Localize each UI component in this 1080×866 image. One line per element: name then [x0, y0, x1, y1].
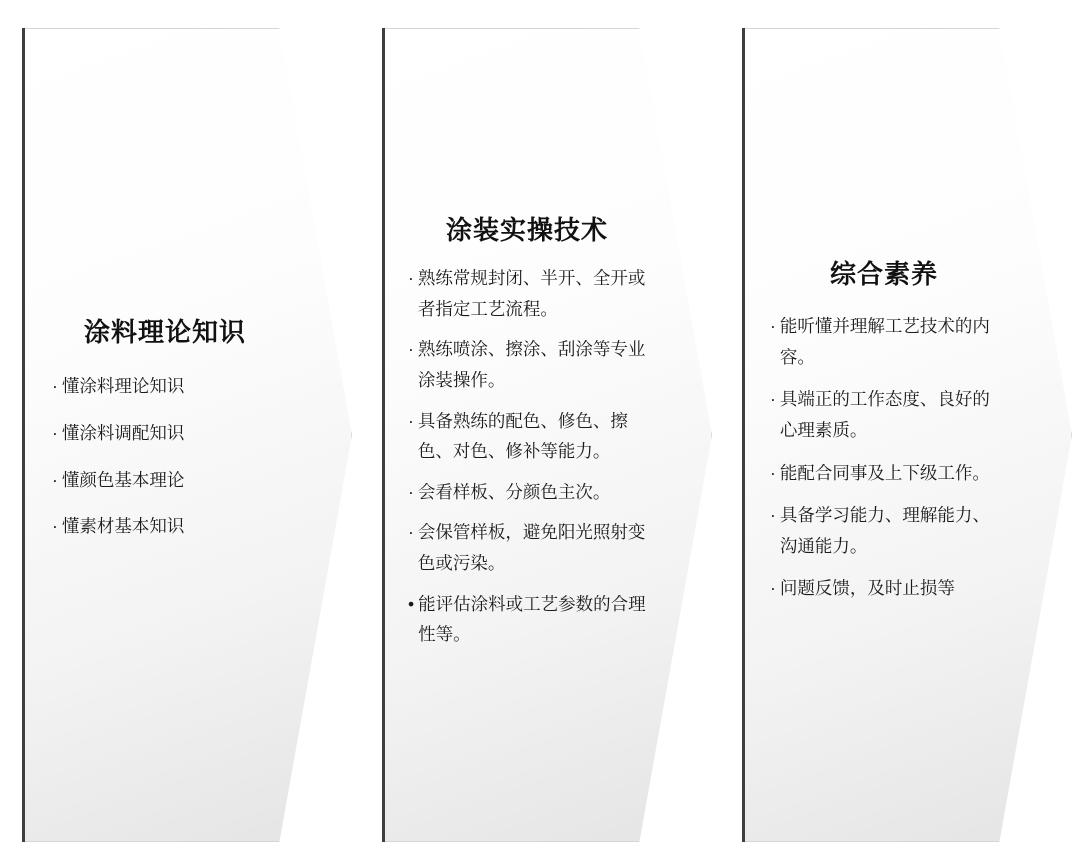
bullet-icon: ·: [52, 376, 58, 397]
list-item: [408, 406, 650, 467]
list-item: [770, 573, 1002, 604]
chevron-content: [22, 28, 352, 842]
list-item-text: 具端正的工作态度、良好的心理素质。: [779, 389, 990, 440]
list-item: [770, 384, 1002, 445]
list-item-text: 熟练常规封闭、半开、全开或者指定工艺流程。: [417, 268, 646, 319]
list-item-text: 懂素材基本知识: [61, 516, 185, 537]
bullet-icon: ·: [770, 389, 776, 410]
list-item: [770, 500, 1002, 561]
list-item: [52, 418, 282, 449]
bullet-icon: ·: [408, 481, 414, 502]
bullet-icon: ·: [52, 469, 58, 490]
panel-item-list: [408, 263, 650, 660]
chevron-content: [742, 28, 1072, 842]
list-item: [408, 517, 650, 578]
list-item: [408, 334, 650, 395]
list-item-text: 具备熟练的配色、修色、擦色、对色、修补等能力。: [417, 410, 628, 462]
chevron-panel-3[interactable]: [720, 0, 1080, 866]
list-item: [52, 465, 282, 496]
list-item-text: 具备学习能力、理解能力、沟通能力。: [779, 505, 990, 556]
list-item-text: 会看样板、分颜色主次。: [417, 481, 611, 502]
list-item-text: 能配合同事及上下级工作。: [779, 462, 990, 483]
bullet-icon: ·: [408, 410, 414, 431]
list-item-text: 懂涂料调配知识: [61, 422, 185, 443]
list-item: [408, 263, 650, 324]
chevron-content: [382, 28, 712, 842]
bullet-icon: ·: [52, 516, 58, 537]
bullet-icon: ·: [770, 578, 776, 599]
list-item: [770, 458, 1002, 489]
panel-title: 涂装实操技术: [445, 215, 608, 246]
list-item: [408, 589, 650, 650]
chevron-panel-2[interactable]: [360, 0, 720, 866]
list-item-text: 能评估涂料或工艺参数的合理性等。: [418, 593, 646, 645]
list-item: [408, 477, 650, 508]
bullet-icon: ·: [408, 339, 414, 360]
bullet-icon: ·: [770, 462, 776, 483]
panel-title: 涂料理论知识: [83, 317, 246, 348]
chevron-panel-1[interactable]: [0, 0, 360, 866]
bullet-icon: ·: [408, 522, 414, 543]
list-item: [770, 311, 1002, 372]
panel-title: 综合素养: [829, 259, 938, 289]
bullet-icon: ·: [770, 505, 776, 526]
list-item-text: 熟练喷涂、擦涂、刮涂等专业涂装操作。: [417, 339, 646, 390]
list-item: [52, 371, 282, 402]
list-item-text: 会保管样板，避免阳光照射变色或污染。: [417, 522, 646, 574]
bullet-icon: ·: [408, 268, 414, 289]
list-item: [52, 511, 282, 542]
list-item-text: 问题反馈，及时止损等: [779, 578, 955, 599]
list-item-text: 懂颜色基本理论: [61, 469, 185, 490]
bullet-icon: ·: [52, 422, 58, 443]
panel-item-list: [770, 311, 1002, 616]
list-item-text: 懂涂料理论知识: [61, 376, 185, 397]
bullet-icon: •: [408, 593, 415, 614]
panel-item-list: [52, 371, 282, 558]
bullet-icon: ·: [770, 316, 776, 336]
list-item-text: 能听懂并理解工艺技术的内容。: [779, 316, 990, 367]
